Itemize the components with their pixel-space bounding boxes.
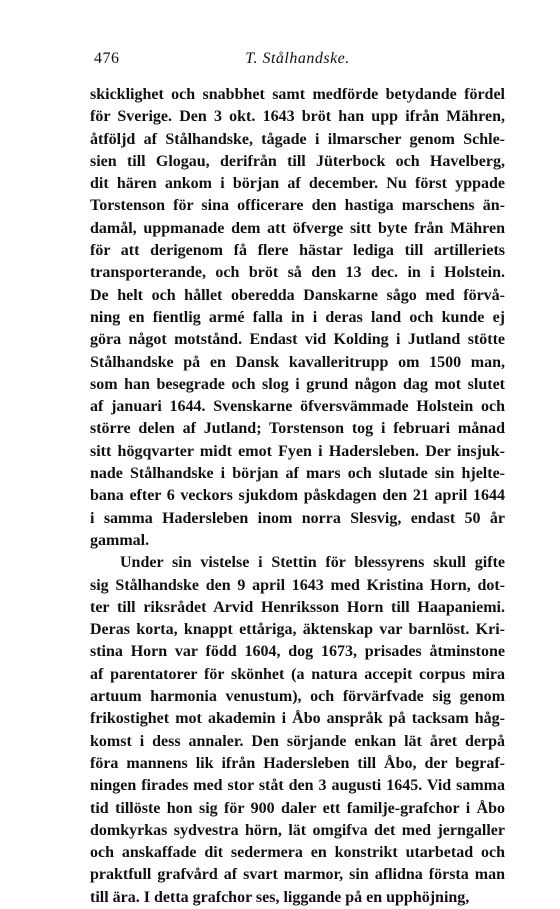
text-line: större delen af Jutland; Torstenson tog i februari månad [90, 420, 505, 438]
paragraph-start-line: Under sin vistelse i Stettin för blessyrens skull gifte [120, 554, 505, 572]
text-line: De helt och hållet oberedda Danskarne sågo med förvå- [90, 286, 505, 304]
text-line: damål, uppmanade dem att öfverge sitt byte från Mähren [90, 219, 505, 237]
text-line: och anskaffade dit sedermera en konstrikt utarbetad och [90, 844, 505, 862]
text-line: transporterande, och bröt så den 13 dec. in i Holstein. [90, 264, 505, 282]
text-line: af parentatorer för skönhet (a natura accepit corpus mira [90, 665, 505, 683]
text-line: som han besegrade och slog i grund någon dag mot slutet [90, 375, 505, 393]
text-line: dit hären ankom i början af december. Nu först yppade [90, 175, 505, 193]
running-head: T. Stålhandske. [245, 50, 350, 67]
text-line: föra mannens lik ifrån Hadersleben till Åbo, der begraf- [90, 754, 505, 772]
text-line: ter till riksrådet Arvid Henriksson Horn till Haapaniemi. [90, 598, 505, 616]
text-line: till ära. I detta grafchor ses, liggande på en upphöjning, [90, 888, 470, 906]
text-line: sitt högqvarter midt emot Fyen i Hadersleben. Der insjuk- [90, 442, 505, 460]
page-header [90, 50, 505, 76]
text-line: skicklighet och snabbhet samt medförde betydande fördel [90, 86, 505, 103]
text-line: Deras korta, knappt ettåriga, äktenskap var barnlöst. Kri- [90, 621, 505, 639]
text-line: bana efter 6 veckors sjukdom påskdagen den 21 april 1644 [90, 487, 505, 505]
text-line: för att derigenom få flere hästar lediga till artilleriets [90, 242, 505, 260]
text-line: praktfull grafvård af svart marmor, sin aflidna första man [90, 866, 505, 884]
book-page [90, 50, 505, 909]
text-line: frikostighet mot akademin i Åbo anspråk på tacksam håg- [90, 710, 505, 728]
text-line: för Sverige. Den 3 okt. 1643 bröt han upp ifrån Mähren, [90, 108, 505, 126]
text-line: ningen firades med stor ståt den 3 augusti 1645. Vid samma [90, 777, 505, 795]
text-line: stina Horn var född 1604, dog 1673, prisades åtminstone [90, 643, 505, 661]
body-text [90, 84, 505, 909]
text-line: af januari 1644. Svenskarne öfversvämmade Holstein och [90, 398, 505, 416]
text-line: ning en fientlig armé falla in i deras land och kunde ej [90, 308, 505, 326]
text-line: Stålhandske på en Dansk kavalleritrupp om 1500 man, [90, 353, 505, 371]
text-line: sien till Glogau, derifrån till Jüterbock och Havelberg, [90, 152, 505, 170]
text-line: komst i dess annaler. Den sörjande enkan lät året derpå [90, 732, 505, 750]
text-line: domkyrkas sydvestra hörn, lät omgifva det med jerngaller [90, 821, 505, 839]
text-line: Torstenson för sina officerare den hastiga marschens än- [90, 197, 505, 215]
text-line: i samma Hadersleben inom norra Slesvig, endast 50 år [90, 509, 505, 527]
text-line: åtföljd af Stålhandske, tågade i ilmarscher genom Schle- [90, 130, 505, 148]
text-line: tid tillöste hon sig för 900 daler ett familje-grafchor i Åbo [90, 799, 505, 817]
text-line: sig Stålhandske den 9 april 1643 med Kristina Horn, dot- [90, 576, 505, 594]
paragraph-end-line: gammal. [90, 531, 150, 549]
text-line: artuum harmonia venustum), och förvärfvade sig genom [90, 688, 505, 706]
page-number: 476 [94, 50, 120, 67]
text-line: nade Stålhandske i början af mars och slutade sin hjelte- [90, 465, 505, 483]
text-line: göra något motstånd. Endast vid Kolding i Jutland stötte [90, 331, 505, 349]
